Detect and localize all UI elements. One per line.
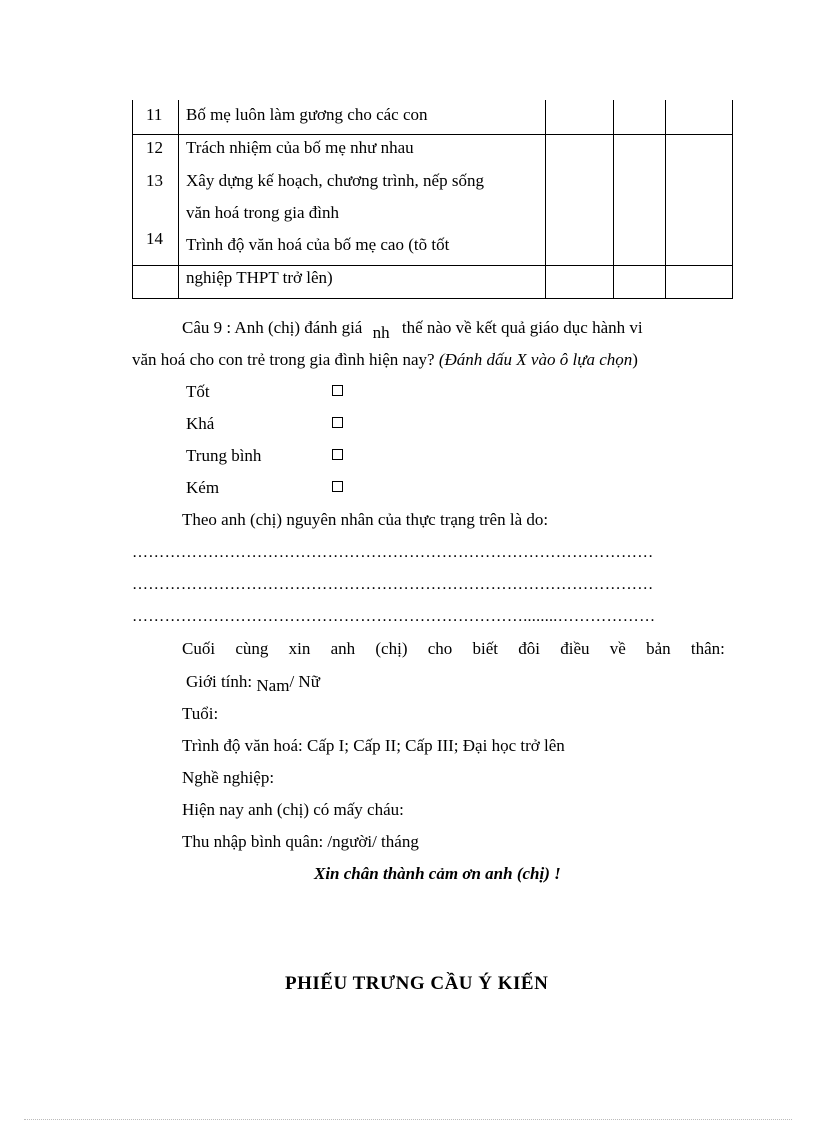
education-label: Trình độ văn hoá: Cấp I; Cấp II; Cấp III; Đại học trở lên [182,736,565,755]
intro-word: xin [288,639,311,658]
option-checkbox-tot[interactable] [332,385,343,396]
age-label: Tuổi: [182,704,219,723]
intro-word: anh [330,639,356,658]
table-col-divider [178,100,179,299]
page-bottom-rule [24,1119,792,1120]
intro-word: đôi [518,639,541,658]
table-row-text: Trách nhiệm của bố mẹ như nhau [186,138,414,157]
option-checkbox-trung-binh[interactable] [332,449,343,460]
table-row-text: văn hoá trong gia đình [186,203,339,222]
option-checkbox-kha[interactable] [332,417,343,428]
table-row-text: nghiệp THPT trở lên) [186,268,333,287]
table-row-text: Trình độ văn hoá của bố mẹ cao (tõ tốt [186,235,450,254]
table-row-number: 14 [146,229,163,248]
table-row-number: 11 [146,105,163,124]
intro-word: Cuối [182,639,216,658]
intro-word: cùng [235,639,269,658]
question9-line1 [182,317,643,342]
answer-dotted-line[interactable]: …………………………………………………………………………………… [132,576,654,593]
table-row-divider [132,265,733,266]
option-label-tot: Tốt [186,382,210,401]
table-border-bottom [132,298,733,299]
intro-word: điều [560,639,590,658]
job-label: Nghề nghiệp: [182,768,275,787]
question9-text: thế nào về kết quả giáo dục hành vi [401,318,643,337]
table-row-number: 12 [146,138,163,157]
table-row-text: Bố mẹ luôn làm gương cho các con [186,105,428,124]
question9-instruction: (Đánh dấu X vào ô lựa chọn [438,350,633,369]
answer-dotted-line[interactable]: ………………………………………………………………........……………… [132,608,656,625]
option-label-kha: Khá [186,414,215,433]
survey-table [132,100,733,299]
table-col-divider [665,100,666,299]
intro-word: biết [472,639,499,658]
table-row-number: 13 [146,171,163,190]
intro-word: (chị) [375,639,408,658]
gender-line [186,671,320,693]
table-border-left [132,100,133,299]
question9-text: văn hoá cho con trẻ trong gia đình hiện nay? [132,350,435,369]
option-checkbox-kem[interactable] [332,481,343,492]
table-row-divider [132,134,733,135]
intro-word: thân: [690,639,725,658]
grandchildren-label: Hiện nay anh (chị) có mấy cháu: [182,800,404,819]
reason-prompt: Theo anh (chị) nguyên nhân của thực trạng trên là do: [182,510,549,529]
option-label-trung-binh: Trung bình [186,446,262,465]
personal-intro [182,639,725,659]
table-row-text: Xây dựng kế hoạch, chương trình, nếp sống [186,171,484,190]
intro-word: bản [646,639,671,658]
intro-word: cho [427,639,453,658]
thanks-message: Xin chân thành cảm ơn anh (chị) ! [314,864,561,883]
question9-close-paren: ) [632,350,638,369]
table-col-divider [545,100,546,299]
intro-word: về [609,639,626,658]
table-border-right [732,100,733,299]
question9-text: Câu 9 : Anh (chị) đánh giá [182,318,363,337]
option-label-kem: Kém [186,478,220,497]
question9-subscript: nh [372,323,390,342]
next-page-title: PHIẾU TRƯNG CẦU Ý KIẾN [285,973,549,994]
gender-nam: Nam [256,676,290,695]
gender-label: Giới tính: [186,672,253,691]
table-col-divider [613,100,614,299]
question9-line2 [132,349,638,371]
gender-nu: / Nữ [289,672,320,691]
income-label: Thu nhập bình quân: /người/ tháng [182,832,419,851]
answer-dotted-line[interactable]: …………………………………………………………………………………… [132,544,654,561]
